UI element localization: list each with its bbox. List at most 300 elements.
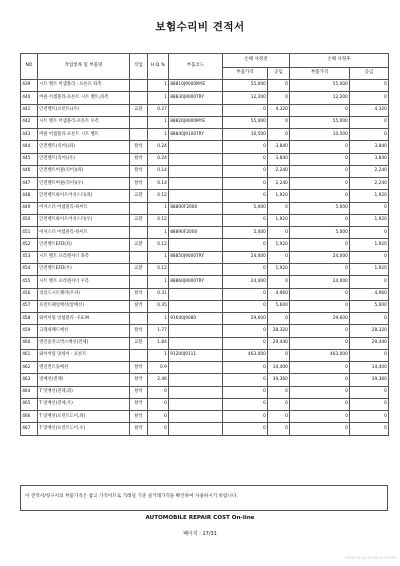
footer-page-number: 페이지 : 17/31 — [183, 531, 217, 537]
cell-before-part-price: 0 — [223, 104, 268, 116]
cell-after-labor: 3,840 — [350, 153, 389, 165]
cell-before-labor: 5,600 — [268, 300, 290, 312]
cell-operation: 교환 — [130, 263, 148, 275]
cell-before-labor: 0 — [268, 423, 290, 435]
cell-operation: 교환 — [130, 337, 148, 349]
footer-brand: AUTOMOBILE REPAIR COST On-line — [145, 515, 255, 521]
cell-hq: 0 — [148, 398, 169, 410]
cell-no: 455 — [21, 276, 38, 288]
cell-hq: 1 — [148, 116, 169, 128]
cell-part-code — [169, 214, 223, 226]
cell-operation: 탈착 — [130, 141, 148, 153]
cell-after-part-price: 463,000 — [290, 349, 350, 361]
cell-part-code: 88810J9000MYE — [169, 80, 223, 92]
cell-item-name: 안전벨트(리어)(좌) — [38, 141, 130, 153]
cell-after-part-price: 0 — [290, 239, 350, 251]
cell-no: 465 — [21, 398, 38, 410]
table-row — [21, 337, 389, 349]
cell-after-part-price: 0 — [290, 398, 350, 410]
cell-after-labor: 5,600 — [350, 300, 389, 312]
cell-after-labor: 0 — [350, 423, 389, 435]
cell-after-part-price: 0 — [290, 165, 350, 177]
cell-item-name: T 빗배선(전체,우) — [38, 398, 130, 410]
cell-before-part-price: 5,000 — [223, 227, 268, 239]
cell-part-code — [169, 423, 223, 435]
cell-no: 452 — [21, 239, 38, 251]
header-part-code: 부품코드 — [169, 54, 223, 80]
cell-item-name: 와이어링 앗셈블리 - F.E.M — [38, 313, 130, 325]
cell-operation: 탈착 — [130, 411, 148, 423]
cell-after-part-price: 5,000 — [290, 227, 350, 239]
cell-after-labor: 0 — [350, 276, 389, 288]
cell-after-part-price: 0 — [290, 337, 350, 349]
cell-before-labor: 0 — [268, 202, 290, 214]
cell-part-code — [169, 374, 223, 386]
cell-after-labor: 0 — [350, 202, 389, 214]
cell-hq: 0.27 — [148, 104, 169, 116]
cell-after-part-price: 0 — [290, 288, 350, 300]
cell-after-part-price: 0 — [290, 300, 350, 312]
table-row — [21, 202, 389, 214]
cell-before-labor: 0 — [268, 251, 290, 263]
cell-after-part-price: 5,000 — [290, 202, 350, 214]
cell-operation: 탈착 — [130, 362, 148, 374]
cell-after-part-price: 0 — [290, 374, 350, 386]
cell-hq: 0.9 — [148, 362, 169, 374]
cell-part-code: 91200J9111 — [169, 349, 223, 361]
cell-before-part-price: 24,000 — [223, 251, 268, 263]
table-row — [21, 374, 389, 386]
cell-before-labor: 1,920 — [268, 190, 290, 202]
cell-part-code: 88830J9000TRY — [169, 92, 223, 104]
cell-hq: 1 — [148, 313, 169, 325]
cell-before-labor: 0 — [268, 411, 290, 423]
cell-before-labor: 28,320 — [268, 325, 290, 337]
cell-after-labor: 4,320 — [350, 104, 389, 116]
cell-before-labor: 14,400 — [268, 362, 290, 374]
cell-item-name: 시트 벨트 프리텐셔너 좌측 — [38, 251, 130, 263]
cell-item-name: 시트 벨트 어셈블리 - 프론트 좌측 — [38, 80, 130, 92]
cell-item-name: T 빗배선(프런트도어,우) — [38, 423, 130, 435]
cell-after-labor: 0 — [350, 411, 389, 423]
cell-after-part-price: 24,000 — [290, 276, 350, 288]
cell-operation — [130, 116, 148, 128]
cell-item-name: T 빗배선(프런트도어,좌) — [38, 411, 130, 423]
cell-before-labor: 0 — [268, 349, 290, 361]
cell-no: 460 — [21, 337, 38, 349]
cell-before-part-price: 10,500 — [223, 129, 268, 141]
cell-after-labor: 1,920 — [350, 263, 389, 275]
cell-part-code — [169, 325, 223, 337]
table-row — [21, 398, 389, 410]
cell-after-labor: 0 — [350, 386, 389, 398]
cell-no: 459 — [21, 325, 38, 337]
document-title: 보험수리비 견적서 — [155, 21, 245, 33]
cell-operation — [130, 80, 148, 92]
cell-no: 454 — [21, 263, 38, 275]
cell-after-part-price: 0 — [290, 153, 350, 165]
cell-before-labor: 1,920 — [268, 263, 290, 275]
cell-item-name: 안전벨트하이트어저스터(우) — [38, 214, 130, 226]
table-row — [21, 178, 389, 190]
header-no: NO — [21, 54, 38, 80]
cell-item-name: 버클 어셈블리-프론트 시트 벨트 — [38, 129, 130, 141]
cell-no: 441 — [21, 104, 38, 116]
cell-part-code — [169, 104, 223, 116]
cell-hq: 1 — [148, 202, 169, 214]
table-row — [21, 300, 389, 312]
cell-operation: 탈착 — [130, 300, 148, 312]
cell-before-part-price: 12,200 — [223, 92, 268, 104]
cell-before-labor: 0 — [268, 80, 290, 92]
cell-hq: 1 — [148, 349, 169, 361]
cell-hq: 1 — [148, 276, 169, 288]
cell-hq: 0 — [148, 386, 169, 398]
cell-before-labor: 4,320 — [268, 104, 290, 116]
cell-no: 461 — [21, 349, 38, 361]
cell-hq: 0 — [148, 411, 169, 423]
cell-operation: 탈착 — [130, 398, 148, 410]
cell-no: 456 — [21, 288, 38, 300]
cell-before-part-price: 0 — [223, 239, 268, 251]
cell-hq: 1 — [148, 92, 169, 104]
cell-item-name: 안전벨트버클(리어)(우) — [38, 178, 130, 190]
cell-before-labor: 3,840 — [268, 153, 290, 165]
cell-part-code: 88820J9000MYE — [169, 116, 223, 128]
cell-before-part-price: 0 — [223, 398, 268, 410]
cell-before-part-price: 0 — [223, 300, 268, 312]
cell-after-labor: 29,440 — [350, 337, 389, 349]
cell-no: 444 — [21, 141, 38, 153]
cell-before-labor: 2,240 — [268, 165, 290, 177]
cell-item-name: 어저스터 어셈블리-하이트 — [38, 202, 130, 214]
cell-after-part-price: 0 — [290, 178, 350, 190]
table-row — [21, 141, 389, 153]
header-item-name: 작업항목 및 부품명 — [38, 54, 130, 80]
cell-no: 450 — [21, 214, 38, 226]
cell-item-name: 엔진컨트롤배선 — [38, 362, 130, 374]
cell-no: 442 — [21, 116, 38, 128]
cell-no: 458 — [21, 313, 38, 325]
cell-before-part-price: 0 — [223, 178, 268, 190]
header-before-assessment: 손해 사정전 — [223, 54, 290, 68]
cell-part-code — [169, 153, 223, 165]
cell-operation: 탈착 — [130, 153, 148, 165]
cell-after-labor: 2,240 — [350, 178, 389, 190]
cell-part-code — [169, 190, 223, 202]
cell-before-part-price: 0 — [223, 386, 268, 398]
cell-no: 440 — [21, 92, 38, 104]
cell-before-labor: 2,240 — [268, 178, 290, 190]
cell-after-labor: 3,840 — [350, 141, 389, 153]
cell-after-labor: 0 — [350, 129, 389, 141]
cell-operation — [130, 202, 148, 214]
header-before-part-price: 부품가격 — [223, 68, 268, 80]
cell-hq: 0.14 — [148, 165, 169, 177]
table-row — [21, 362, 389, 374]
cell-no: 447 — [21, 178, 38, 190]
cell-before-labor: 0 — [268, 276, 290, 288]
table-row — [21, 276, 389, 288]
table-row — [21, 227, 389, 239]
table-row — [21, 411, 389, 423]
cell-before-part-price: 0 — [223, 325, 268, 337]
table-row — [21, 325, 389, 337]
cell-item-name: 크래쉬패드배선 — [38, 325, 130, 337]
cell-before-part-price: 5,000 — [223, 202, 268, 214]
cell-part-code — [169, 300, 223, 312]
cell-operation: 교환 — [130, 214, 148, 226]
cell-hq: 1 — [148, 80, 169, 92]
cell-item-name: 빗배선(전체) — [38, 374, 130, 386]
table-row — [21, 423, 389, 435]
cell-part-code — [169, 263, 223, 275]
cell-part-code — [169, 165, 223, 177]
header-after-assessment: 손해 사정후 — [290, 54, 389, 68]
cell-operation: 탈착 — [130, 325, 148, 337]
cell-part-code: 88860J9000TRY — [169, 276, 223, 288]
cell-before-part-price: 0 — [223, 288, 268, 300]
estimate-table — [20, 53, 389, 436]
cell-operation: 탈착 — [130, 165, 148, 177]
cell-no: 464 — [21, 386, 38, 398]
header-operation: 작업 — [130, 54, 148, 80]
cell-before-labor: 4,960 — [268, 288, 290, 300]
cell-before-part-price: 0 — [223, 141, 268, 153]
cell-after-labor: 28,320 — [350, 325, 389, 337]
cell-item-name: 어저스터 어셈블리-하이트 — [38, 227, 130, 239]
cell-hq: 0.31 — [148, 288, 169, 300]
cell-no: 446 — [21, 165, 38, 177]
cell-no: 453 — [21, 251, 38, 263]
cell-after-labor: 1,920 — [350, 239, 389, 251]
cell-part-code: 91640J9080 — [169, 313, 223, 325]
cell-before-part-price: 0 — [223, 337, 268, 349]
cell-operation: 교환 — [130, 239, 148, 251]
header-hq: H.Q.% — [148, 54, 169, 80]
cell-part-code: 88890F2000 — [169, 202, 223, 214]
cell-before-part-price: 0 — [223, 362, 268, 374]
cell-before-labor: 29,440 — [268, 337, 290, 349]
cell-before-part-price: 0 — [223, 374, 268, 386]
table-row — [21, 251, 389, 263]
cell-after-labor: 0 — [350, 80, 389, 92]
cell-before-part-price: 0 — [223, 411, 268, 423]
cell-operation — [130, 349, 148, 361]
cell-operation: 탈착 — [130, 178, 148, 190]
cell-before-part-price: 0 — [223, 153, 268, 165]
cell-no: 449 — [21, 202, 38, 214]
cell-item-name: 와이어링 앗세이 - 프론트 — [38, 349, 130, 361]
cell-part-code: 88840J9100TRY — [169, 129, 223, 141]
cell-operation — [130, 129, 148, 141]
cell-item-name: 안전벨트EFD(좌) — [38, 239, 130, 251]
cell-hq: 2.46 — [148, 374, 169, 386]
cell-before-part-price: 55,000 — [223, 80, 268, 92]
cell-hq: 0.35 — [148, 300, 169, 312]
table-header — [21, 54, 389, 80]
cell-part-code — [169, 362, 223, 374]
cell-part-code: 88890F2000 — [169, 227, 223, 239]
cell-no: 443 — [21, 129, 38, 141]
cell-no: 445 — [21, 153, 38, 165]
cell-before-part-price: 0 — [223, 165, 268, 177]
cell-operation — [130, 313, 148, 325]
cell-operation: 탈착 — [130, 288, 148, 300]
table-row — [21, 263, 389, 275]
cell-item-name: 안전벨트하이트어저스터(좌) — [38, 190, 130, 202]
cell-item-name: 엔진룸쥬크박스배선(전체) — [38, 337, 130, 349]
cell-after-part-price: 55,000 — [290, 116, 350, 128]
cell-item-name: 프런트패널배선(앞배선) — [38, 300, 130, 312]
cell-before-labor: 0 — [268, 398, 290, 410]
cell-item-name: 리실드시트랭커(우파) — [38, 288, 130, 300]
cell-operation: 탈착 — [130, 374, 148, 386]
cell-no: 439 — [21, 80, 38, 92]
table-row — [21, 386, 389, 398]
cell-before-part-price: 0 — [223, 214, 268, 226]
cell-after-part-price: 29,600 — [290, 313, 350, 325]
cell-before-labor: 1,920 — [268, 214, 290, 226]
cell-no: 451 — [21, 227, 38, 239]
cell-operation — [130, 227, 148, 239]
cell-item-name: 시트 벨트 어셈블리-프론트 우측 — [38, 116, 130, 128]
cell-after-part-price: 0 — [290, 214, 350, 226]
cell-operation — [130, 251, 148, 263]
cell-after-labor: 0 — [350, 251, 389, 263]
cell-before-labor: 39,360 — [268, 374, 290, 386]
cell-before-labor: 0 — [268, 227, 290, 239]
cell-before-labor: 0 — [268, 116, 290, 128]
table-row — [21, 313, 389, 325]
table-row — [21, 239, 389, 251]
cell-after-part-price: 10,500 — [290, 129, 350, 141]
cell-after-part-price: 0 — [290, 386, 350, 398]
cell-item-name: 안전벨트(프런트)(우) — [38, 104, 130, 116]
cell-before-labor: 0 — [268, 313, 290, 325]
cell-operation — [130, 276, 148, 288]
notes-text: 이 견적서/청구서의 부품가격은 참고 가격이므로 거래일 기준 실거래가격을 확인하여 사용하시기 바랍니다. — [25, 494, 238, 499]
cell-item-name: 안전벨트(리어)(우) — [38, 153, 130, 165]
cell-part-code — [169, 337, 223, 349]
cell-no: 462 — [21, 362, 38, 374]
cell-before-labor: 0 — [268, 386, 290, 398]
cell-after-part-price: 12,200 — [290, 92, 350, 104]
cell-after-labor: 39,360 — [350, 374, 389, 386]
cell-after-labor: 0 — [350, 116, 389, 128]
header-before-labor: 공임 — [268, 68, 290, 80]
cell-item-name: 안전벨트버클(리어)(좌) — [38, 165, 130, 177]
cell-after-part-price: 0 — [290, 362, 350, 374]
cell-operation — [130, 92, 148, 104]
cell-after-labor: 4,960 — [350, 288, 389, 300]
cell-after-labor: 1,920 — [350, 214, 389, 226]
cell-item-name: T 빗배선(전체,좌) — [38, 386, 130, 398]
table-row — [21, 153, 389, 165]
table-row — [21, 129, 389, 141]
cell-before-part-price: 463,000 — [223, 349, 268, 361]
cell-after-labor: 14,400 — [350, 362, 389, 374]
cell-before-part-price: 0 — [223, 190, 268, 202]
cell-part-code — [169, 239, 223, 251]
table-row — [21, 190, 389, 202]
cell-after-part-price: 0 — [290, 423, 350, 435]
table-body — [21, 80, 389, 436]
cell-before-labor: 0 — [268, 129, 290, 141]
cell-before-labor: 0 — [268, 92, 290, 104]
table-row — [21, 165, 389, 177]
cell-hq: 0.24 — [148, 141, 169, 153]
cell-hq: 0.12 — [148, 263, 169, 275]
footer-timestamp: 2020-04-01 20:39:51 R7183 — [345, 556, 396, 560]
cell-hq: 1.84 — [148, 337, 169, 349]
cell-item-name: 안전벨트EFD(우) — [38, 263, 130, 275]
cell-after-labor: 0 — [350, 227, 389, 239]
cell-no: 466 — [21, 411, 38, 423]
cell-no: 463 — [21, 374, 38, 386]
table-row — [21, 104, 389, 116]
cell-hq: 1 — [148, 129, 169, 141]
cell-hq: 0.12 — [148, 214, 169, 226]
cell-after-labor: 2,240 — [350, 165, 389, 177]
cell-before-part-price: 0 — [223, 263, 268, 275]
header-after-labor: 공임 — [350, 68, 389, 80]
table-row — [21, 349, 389, 361]
cell-no: 467 — [21, 423, 38, 435]
cell-part-code — [169, 288, 223, 300]
cell-after-labor: 0 — [350, 92, 389, 104]
cell-after-labor: 1,920 — [350, 190, 389, 202]
cell-operation: 탈착 — [130, 386, 148, 398]
cell-item-name: 시트 벨트 프리텐셔너 우측 — [38, 276, 130, 288]
cell-no: 448 — [21, 190, 38, 202]
cell-before-part-price: 55,000 — [223, 116, 268, 128]
table-row — [21, 288, 389, 300]
cell-part-code — [169, 141, 223, 153]
cell-before-labor: 3,840 — [268, 141, 290, 153]
cell-after-labor: 0 — [350, 398, 389, 410]
header-after-part-price: 부품가격 — [290, 68, 350, 80]
cell-hq: 0.14 — [148, 178, 169, 190]
cell-after-part-price: 0 — [290, 104, 350, 116]
cell-after-part-price: 0 — [290, 190, 350, 202]
cell-hq: 1.77 — [148, 325, 169, 337]
table-row — [21, 80, 389, 92]
cell-before-part-price: 0 — [223, 423, 268, 435]
table-row — [21, 214, 389, 226]
table-row — [21, 116, 389, 128]
table-row — [21, 92, 389, 104]
notes-box — [20, 485, 388, 511]
cell-part-code — [169, 411, 223, 423]
cell-after-part-price: 0 — [290, 263, 350, 275]
cell-operation: 탈착 — [130, 423, 148, 435]
cell-after-part-price: 24,000 — [290, 251, 350, 263]
cell-before-part-price: 24,000 — [223, 276, 268, 288]
cell-after-part-price: 55,000 — [290, 80, 350, 92]
cell-before-part-price: 29,600 — [223, 313, 268, 325]
cell-part-code — [169, 386, 223, 398]
cell-after-part-price: 0 — [290, 325, 350, 337]
cell-no: 457 — [21, 300, 38, 312]
cell-hq: 0 — [148, 423, 169, 435]
cell-part-code — [169, 178, 223, 190]
cell-after-labor: 0 — [350, 313, 389, 325]
cell-after-part-price: 0 — [290, 141, 350, 153]
cell-before-labor: 1,920 — [268, 239, 290, 251]
cell-after-labor: 0 — [350, 349, 389, 361]
cell-hq: 0.12 — [148, 190, 169, 202]
